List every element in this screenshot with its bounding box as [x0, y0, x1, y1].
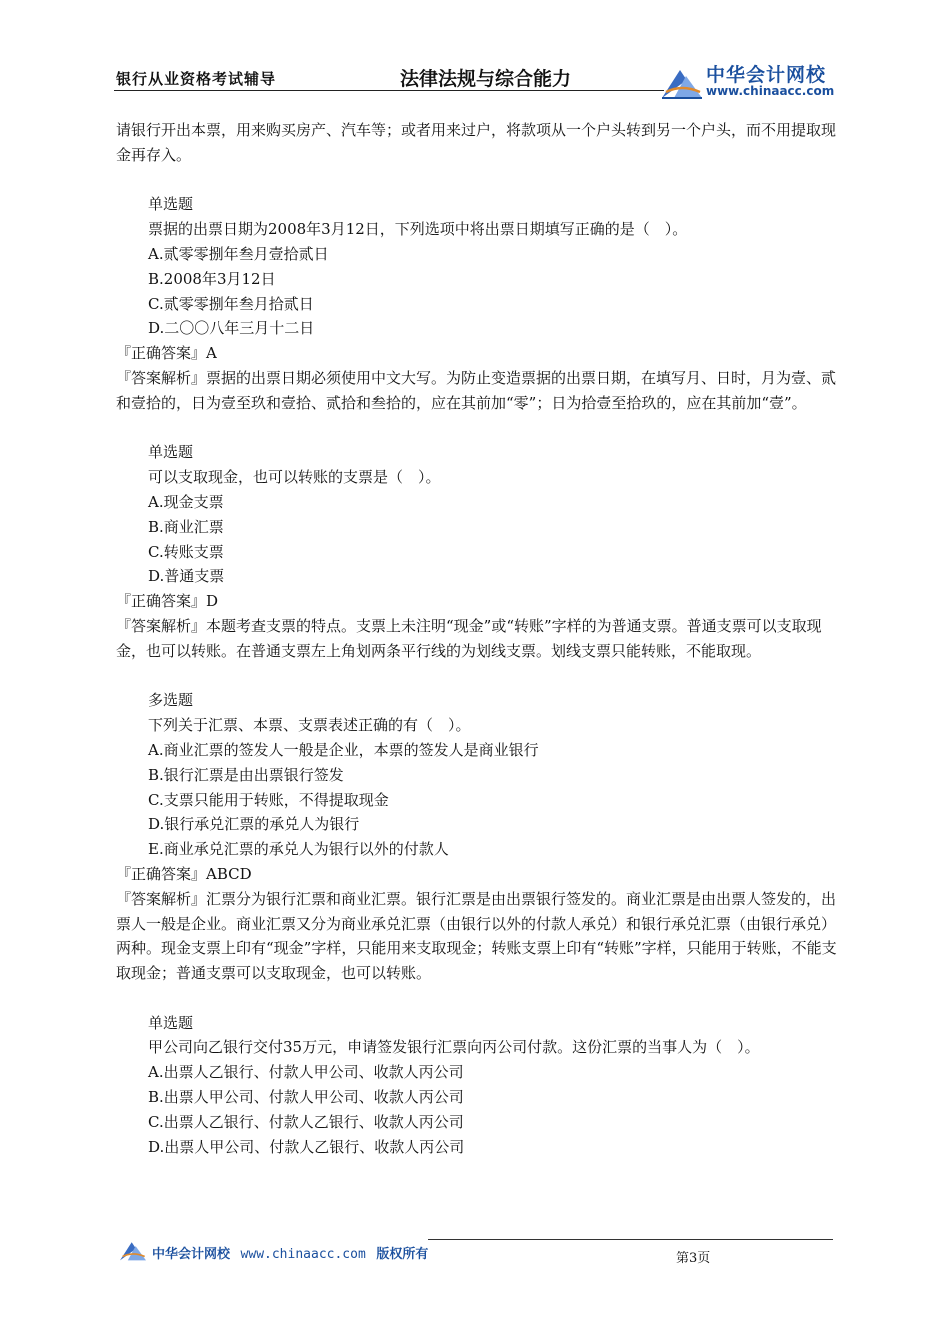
answer-analysis: 『答案解析』本题考查支票的特点。支票上未注明“现金”或“转账”字样的为普通支票。普通支票可以支取现金，也可以转账。在普通支票左上角划两条平行线的为划线支票。划线支票只能转账，不能取现。 — [116, 616, 822, 660]
question-stem: 可以支取现金，也可以转账的支票是（ ）。 — [148, 468, 441, 487]
logo-name: 中华会计网校 — [706, 64, 827, 86]
intro-paragraph: 请银行开出本票，用来购买房产、汽车等；或者用来过户，将款项从一个户头转到另一个户头，而不用提取现金再存入。 — [116, 121, 837, 164]
question-type: 单选题 — [148, 1013, 194, 1032]
correct-answer: 『正确答案』ABCD — [116, 864, 252, 883]
question-block — [116, 440, 842, 663]
document-body — [116, 118, 842, 1159]
footer-site-name: 中华会计网校 — [152, 1247, 231, 1262]
option: C.支票只能用于转账，不得提取现金 — [148, 790, 389, 809]
answer-analysis: 『答案解析』汇票分为银行汇票和商业汇票。银行汇票是由出票银行签发的。商业汇票是由出票人签发的，出票人一般是企业。商业汇票又分为商业承兑汇票（由银行以外的付款人承兑）和银行承兑汇票（由银行承兑）两种。现金支票上印有“现金”字样，只能用来支取现金；转账支票上印有“转账”字样，只能用于转账，不能支取现金；普通支票可以支取现金，也可以转账。 — [116, 889, 837, 983]
page-number: 第3页 — [676, 1251, 711, 1266]
option: D.普通支票 — [148, 567, 225, 586]
correct-answer: 『正确答案』A — [116, 344, 217, 363]
footer-copyright — [152, 1243, 428, 1262]
question-stem: 票据的出票日期为2008年3月12日，下列选项中将出票日期填写正确的是（ ）。 — [148, 220, 688, 239]
footer-rights: 版权所有 — [376, 1247, 429, 1262]
option: C.出票人乙银行、付款人乙银行、收款人丙公司 — [148, 1112, 464, 1131]
header-divider — [114, 90, 664, 91]
correct-answer: 『正确答案』D — [116, 592, 219, 611]
option: D.银行承兑汇票的承兑人为银行 — [148, 815, 360, 834]
option: E.商业承兑汇票的承兑人为银行以外的付款人 — [148, 840, 449, 859]
footer-logo — [118, 1237, 148, 1267]
footer-divider — [428, 1239, 833, 1240]
option: C.转账支票 — [148, 542, 224, 561]
question-block — [132, 1011, 842, 1160]
option: D.出票人甲公司、付款人乙银行、收款人丙公司 — [148, 1137, 465, 1156]
question-type: 单选题 — [148, 195, 194, 214]
option: A.出票人乙银行、付款人甲公司、收款人丙公司 — [148, 1063, 464, 1082]
footer-mountain-icon — [118, 1237, 148, 1263]
option: A.贰零零捌年叁月壹拾贰日 — [148, 244, 329, 263]
option: B.银行汇票是由出票银行签发 — [148, 765, 344, 784]
option: B.商业汇票 — [148, 517, 224, 536]
question-block — [116, 688, 842, 986]
answer-analysis: 『答案解析』票据的出票日期必须使用中文大写。为防止变造票据的出票日期，在填写月、日时，月为壹、贰和壹拾的，日为壹至玖和壹拾、贰拾和叁拾的，应在其前加“零”；日为拾壹至拾玖的，应在其前加“壹”。 — [116, 368, 837, 412]
footer-url[interactable]: www.chinaacc.com — [240, 1247, 366, 1262]
header-center-title: 法律法规与综合能力 — [400, 68, 572, 90]
header-left-title: 银行从业资格考试辅导 — [116, 70, 277, 88]
question-type: 多选题 — [148, 691, 194, 710]
option: B.2008年3月12日 — [148, 269, 276, 288]
question-block — [116, 192, 842, 415]
question-stem: 下列关于汇票、本票、支票表述正确的有（ ）。 — [148, 716, 471, 735]
option: A.商业汇票的签发人一般是企业，本票的签发人是商业银行 — [148, 740, 539, 759]
option: A.现金支票 — [148, 492, 224, 511]
logo-url: www.chinaacc.com — [706, 84, 835, 98]
site-logo — [660, 60, 840, 102]
logo-mountain-icon — [660, 62, 704, 102]
question-stem: 甲公司向乙银行交付35万元，申请签发银行汇票向丙公司付款。这份汇票的当事人为（ ）。 — [148, 1038, 760, 1057]
option: C.贰零零捌年叁月拾贰日 — [148, 294, 314, 313]
question-type: 单选题 — [148, 443, 194, 462]
option: B.出票人甲公司、付款人甲公司、收款人丙公司 — [148, 1088, 464, 1107]
option: D.二〇〇八年三月十二日 — [148, 319, 315, 338]
